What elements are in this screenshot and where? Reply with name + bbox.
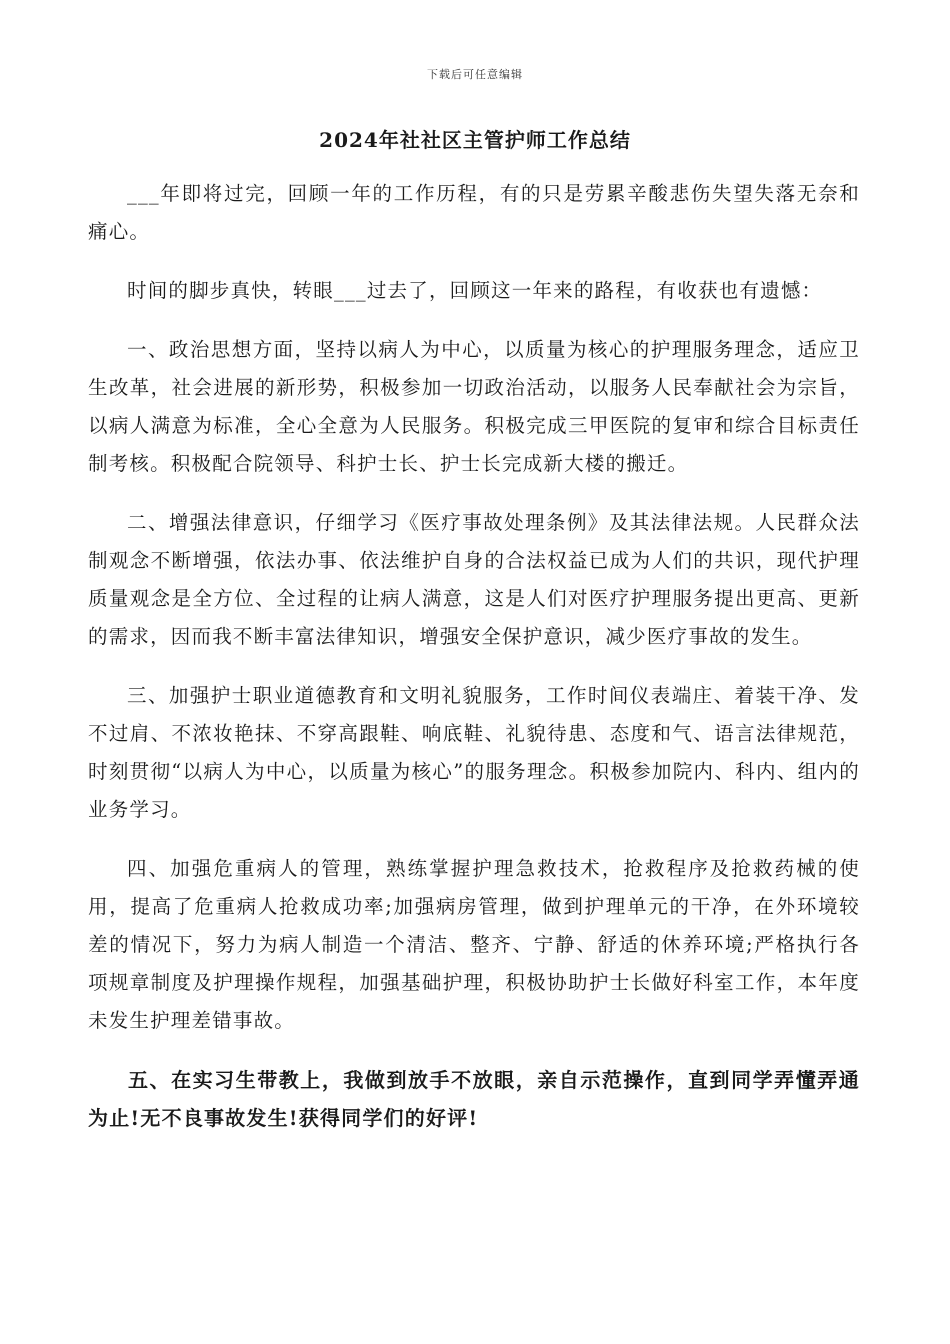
paragraph-section-5: 五、在实习生带教上，我做到放手不放眼，亲自示范操作，直到同学弄懂弄通为止!无不良事故发生!获得同学们的好评! <box>88 1068 860 1130</box>
paragraph-section-4: 四、加强危重病人的管理，熟练掌握护理急救技术，抢救程序及抢救药械的使用，提高了危重病人抢救成功率;加强病房管理，做到护理单元的干净，在外环境较差的情况下，努力为病人制造一个清洁、整齐、宁静、舒适的休养环境;严格执行各项规章制度及护理操作规程，加强基础护理，积极协助护士长做好科室工作，本年度未发生护理差错事故。 <box>88 857 860 1032</box>
paragraph-section-2: 二、增强法律意识，仔细学习《医疗事故处理条例》及其法律法规。人民群众法制观念不断增强，依法办事、依法维护自身的合法权益已成为人们的共识，现代护理质量观念是全方位、全过程的让病人满意，这是人们对医疗护理服务提出更高、更新的需求，因而我不断丰富法律知识，增强安全保护意识，减少医疗事故的发生。 <box>88 511 860 648</box>
paragraph-intro: ___年即将过完，回顾一年的工作历程，有的只是劳累辛酸悲伤失望失落无奈和痛心。 <box>88 182 860 243</box>
paragraph-section-1: 一、政治思想方面，坚持以病人为中心，以质量为核心的护理服务理念，适应卫生改革，社会进展的新形势，积极参加一切政治活动，以服务人民奉献社会为宗旨，以病人满意为标准，全心全意为人民服务。积极完成三甲医院的复审和综合目标责任制考核。积极配合院领导、科护士长、护士长完成新大楼的搬迁。 <box>88 338 860 475</box>
header-note: 下载后可任意编辑 <box>427 68 523 81</box>
document-body <box>88 175 860 1158</box>
document-title: 2024年社社区主管护师工作总结 <box>319 128 631 152</box>
paragraph-review: 时间的脚步真快，转眼___过去了，回顾这一年来的路程，有收获也有遗憾： <box>127 279 823 302</box>
paragraph-section-3: 三、加强护士职业道德教育和文明礼貌服务，工作时间仪表端庄、着装干净、发不过肩、不浓妆艳抹、不穿高跟鞋、响底鞋、礼貌待患、态度和气、语言法律规范，时刻贯彻“以病人为中心，以质量为核心”的服务理念。积极参加院内、科内、组内的业务学习。 <box>88 684 860 821</box>
